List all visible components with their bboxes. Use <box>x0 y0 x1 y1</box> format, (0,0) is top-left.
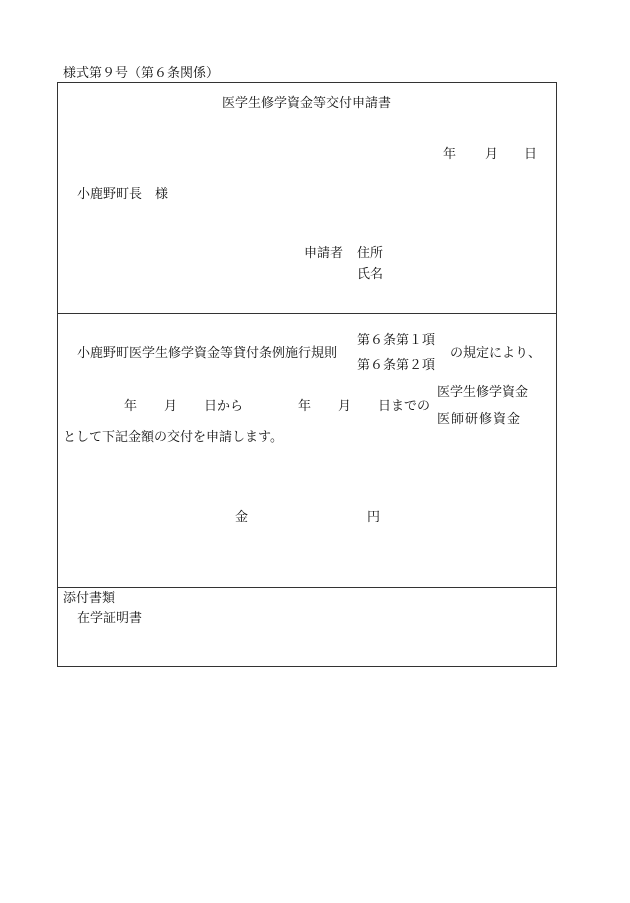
section-divider-1 <box>57 313 557 314</box>
attachments-heading: 添付書類 <box>63 591 116 606</box>
addressee: 小鹿野町長 様 <box>77 187 169 202</box>
fund-option-2: 医師研修資金 <box>437 412 522 427</box>
applicant-label: 申請者 <box>304 246 344 261</box>
section-divider-2 <box>57 587 557 588</box>
to-month: 月 <box>338 399 352 414</box>
from-month: 月 <box>164 399 178 414</box>
attachment-item: 在学証明書 <box>77 611 143 626</box>
clause-2: 第６条第２項 <box>357 358 436 373</box>
amount-label: 金 <box>235 510 249 525</box>
regulation-name: 小鹿野町医学生修学資金等貸付条例施行規則 <box>77 346 338 361</box>
from-year: 年 <box>124 399 138 414</box>
provision-text: の規定により、 <box>450 346 542 361</box>
date-day: 日 <box>524 147 538 162</box>
clause-1: 第６条第１項 <box>357 333 436 348</box>
name-label: 氏名 <box>357 267 384 282</box>
request-text: として下記金額の交付を申請します。 <box>63 430 283 445</box>
date-year: 年 <box>443 147 457 162</box>
address-label: 住所 <box>357 246 384 261</box>
from-day: 日から <box>204 399 244 414</box>
to-year: 年 <box>298 399 312 414</box>
form-number: 様式第９号（第６条関係） <box>63 66 220 81</box>
form-title: 医学生修学資金等交付申請書 <box>222 96 392 111</box>
form-frame <box>57 82 557 667</box>
amount-unit: 円 <box>367 510 381 525</box>
fund-option-1: 医学生修学資金 <box>437 385 529 400</box>
to-day: 日までの <box>378 399 431 414</box>
date-month: 月 <box>485 147 499 162</box>
